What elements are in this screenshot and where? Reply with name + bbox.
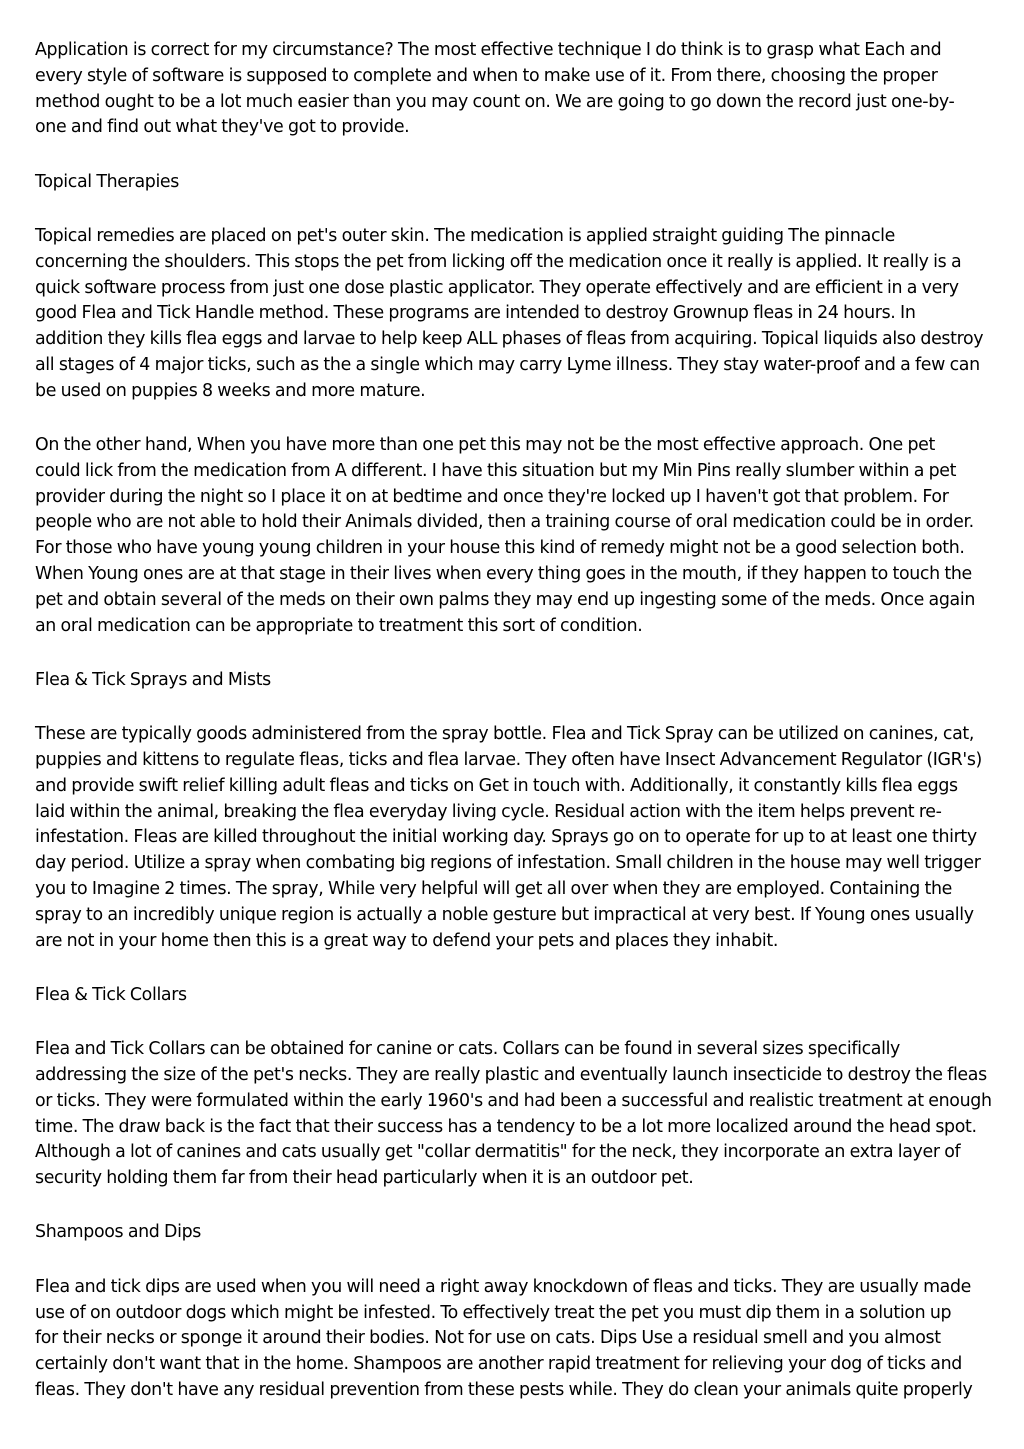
text-line: Flea and tick dips are used when you will need a right away knockdown of fleas and ticks. They are usually made bbox=[35, 1276, 972, 1297]
text-line: These are typically goods administered from the spray bottle. Flea and Tick Spray can be utilized on canines, cat, bbox=[35, 724, 975, 745]
text-line: Flea & Tick Collars bbox=[35, 984, 187, 1005]
body-paragraph bbox=[35, 224, 993, 405]
text-line: addressing the size of the pet's necks. They are really plastic and eventually launch insecticide to destroy the fleas bbox=[35, 1065, 987, 1085]
text-line: or ticks. They were formulated within the early 1960's and had been a successful and realistic treatment at enough bbox=[35, 1090, 992, 1111]
text-line: fleas. They don't have any residual prevention from these pests while. They do clean your animals quite properly bbox=[35, 1379, 973, 1400]
text-line: use of on outdoor dogs which might be infested. To effectively treat the pet you must dip them in a solution up bbox=[35, 1302, 952, 1323]
text-line: method ought to be a lot much easier than you may count on. We are going to go down the record just one-by- bbox=[35, 91, 955, 112]
text-line: Topical remedies are placed on pet's outer skin. The medication is applied straight guiding The pinnacle bbox=[35, 225, 895, 246]
section-heading bbox=[35, 170, 993, 196]
text-line: Topical Therapies bbox=[35, 171, 179, 192]
body-paragraph bbox=[35, 722, 993, 954]
text-line: time. The draw back is the fact that their success has a tendency to be a lot more localized around the head spot. bbox=[35, 1116, 977, 1137]
section-heading bbox=[35, 1220, 993, 1246]
text-line: be used on puppies 8 weeks and more mature. bbox=[35, 380, 426, 401]
text-line: concerning the shoulders. This stops the pet from licking off the medication once it really is applied. It really is a bbox=[35, 251, 962, 272]
text-line: Flea and Tick Collars can be obtained for canine or cats. Collars can be found in several sizes specifically bbox=[35, 1039, 901, 1060]
text-line: security holding them far from their head particularly when it is an outdoor pet. bbox=[35, 1168, 694, 1189]
text-line: quick software process from just one dose plastic applicator. They operate effectively and are efficient in a very bbox=[35, 277, 959, 298]
body-paragraph bbox=[35, 1037, 993, 1192]
section-heading bbox=[35, 668, 993, 694]
text-line: and provide swift relief killing adult fleas and ticks on Get in touch with. Additionally, it constantly kills flea eggs bbox=[35, 775, 958, 796]
text-line: Flea & Tick Sprays and Mists bbox=[35, 669, 271, 690]
text-line: people who are not able to hold their Animals divided, then a training course of oral medication could be in order. bbox=[35, 512, 974, 533]
text-line: certainly don't want that in the home. Shampoos are another rapid treatment for relieving your dog of ticks and bbox=[35, 1354, 962, 1375]
text-line: addition they kills flea eggs and larvae to help keep ALL phases of fleas from acquiring. Topical liquids also destroy bbox=[35, 329, 984, 350]
body-paragraph bbox=[35, 433, 993, 639]
text-line: an oral medication can be appropriate to treatment this sort of condition. bbox=[35, 615, 643, 636]
text-line: On the other hand, When you have more than one pet this may not be the most effective approach. One pet bbox=[35, 435, 935, 456]
text-line: laid within the animal, breaking the flea everyday living cycle. Residual action with the item helps prevent re- bbox=[35, 801, 942, 822]
text-line: When Young ones are at that stage in their lives when every thing goes in the mouth, if they happen to touch the bbox=[35, 564, 972, 585]
text-line: provider during the night so I place it on at bedtime and once they're locked up I haven't got that problem. For bbox=[35, 486, 949, 507]
text-line: infestation. Fleas are killed throughout the initial working day. Sprays go on to operate for up to at least one thirty bbox=[35, 827, 977, 848]
text-line: Shampoos and Dips bbox=[35, 1222, 201, 1243]
text-line: spray to an incredibly unique region is actually a noble gesture but impractical at very best. If Young ones usually bbox=[35, 904, 974, 925]
text-line: could lick from the medication from A different. I have this situation but my Min Pins really slumber within a pet bbox=[35, 460, 957, 481]
body-paragraph bbox=[35, 1275, 993, 1404]
document-page bbox=[35, 38, 993, 1432]
section-heading bbox=[35, 983, 993, 1009]
text-line: good Flea and Tick Handle method. These programs are intended to destroy Grownup fleas in 24 hours. In bbox=[35, 303, 916, 324]
text-line: puppies and kittens to regulate fleas, ticks and flea larvae. They often have Insect Advancement Regulator (IGR's) bbox=[35, 750, 982, 771]
text-line: Although a lot of canines and cats usually get "collar dermatitis" for the neck, they incorporate an extra layer of bbox=[35, 1142, 961, 1163]
text-line: Application is correct for my circumstance? The most effective technique I do think is to grasp what Each and bbox=[35, 40, 942, 60]
body-paragraph bbox=[35, 38, 993, 141]
text-line: pet and obtain several of the meds on their own palms they may end up ingesting some of the meds. Once again bbox=[35, 589, 975, 610]
text-line: For those who have young young children in your house this kind of remedy might not be a good selection both. bbox=[35, 538, 965, 559]
text-line: one and find out what they've got to provide. bbox=[35, 117, 410, 138]
text-line: every style of software is supposed to complete and when to make use of it. From there, choosing the proper bbox=[35, 65, 938, 86]
text-line: for their necks or sponge it around their bodies. Not for use on cats. Dips Use a residual smell and you almost bbox=[35, 1328, 941, 1349]
text-line: day period. Utilize a spray when combating big regions of infestation. Small children in the house may well trigger bbox=[35, 853, 981, 874]
text-line: all stages of 4 major ticks, such as the a single which may carry Lyme illness. They stay water-proof and a few can bbox=[35, 354, 980, 375]
text-line: you to Imagine 2 times. The spray, While very helpful will get all over when they are employed. Containing the bbox=[35, 879, 953, 900]
text-line: are not in your home then this is a great way to defend your pets and places they inhabit. bbox=[35, 930, 779, 951]
